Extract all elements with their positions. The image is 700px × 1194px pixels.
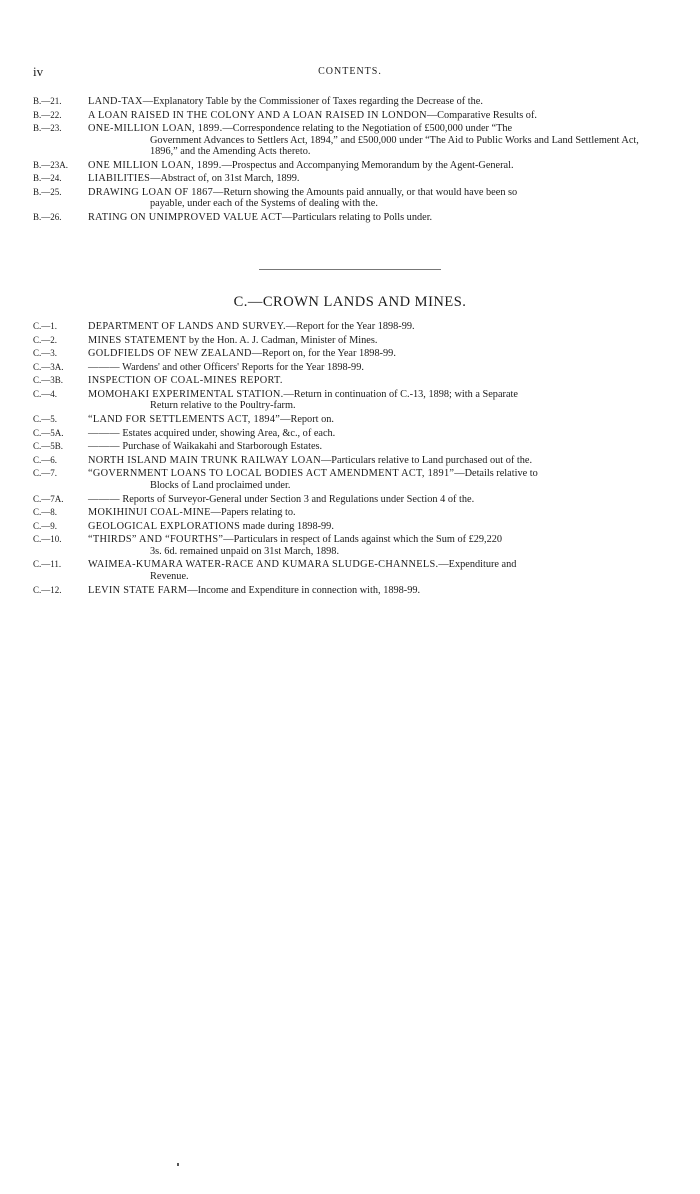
entry-description: —Report on.	[280, 414, 334, 426]
entry-description: —Particulars relating to Polls under.	[281, 212, 433, 224]
paper-code: C.—10.	[33, 534, 62, 545]
entry-title: ONE-MILLION LOAN, 1899.	[88, 123, 223, 135]
paper-code: C.—3.	[33, 348, 58, 359]
entry-description: —Expenditure and	[438, 559, 517, 571]
entry-description: Purchase of Waikakahi and Starborough Estates.	[119, 441, 323, 453]
paper-code: C.—1.	[33, 321, 58, 331]
contents-entry	[33, 160, 665, 172]
entry-description: —Correspondence relating to the Negotiation of £500,000 under “The	[222, 123, 513, 135]
entry-body	[88, 441, 665, 453]
paper-code: B.—21.	[33, 96, 62, 106]
paper-code: B.—23A.	[33, 159, 69, 170]
entry-description: —Report on, for the Year 1898-99.	[251, 348, 396, 360]
section-b-list	[33, 96, 665, 226]
contents-entry	[33, 362, 665, 374]
entry-body	[88, 173, 665, 185]
entry-body	[88, 389, 665, 412]
entry-body	[88, 123, 665, 158]
paper-code: B.—26.	[33, 212, 62, 223]
paper-code: C.—2.	[33, 334, 58, 345]
entry-continuation: payable, under each of the Systems of dealing with the.	[150, 198, 378, 210]
contents-entry	[33, 468, 665, 491]
contents-entry	[33, 173, 665, 185]
entry-title: ONE MILLION LOAN, 1899.	[88, 159, 222, 171]
entry-continuation: Revenue.	[150, 570, 189, 582]
entry-title: “GOVERNMENT LOANS TO LOCAL BODIES ACT AMENDMENT ACT, 1891”	[88, 468, 455, 480]
entry-title: GOLDFIELDS OF NEW ZEALAND	[88, 348, 252, 360]
entry-body	[88, 507, 665, 519]
entry-body	[88, 321, 665, 333]
paper-code: C.—5.	[33, 414, 58, 425]
entry-description: —Comparative Results of.	[426, 109, 537, 121]
entry-body	[88, 375, 665, 387]
entry-description: —Particulars in respect of Lands against which the Sum of £29,220	[223, 534, 503, 546]
entry-title: WAIMEA-KUMARA WATER-RACE AND KUMARA SLUDGE-CHANNELS.	[88, 559, 439, 571]
paper-code: C.—3A.	[33, 361, 64, 372]
contents-entry	[33, 585, 665, 597]
entry-title: MOMOHAKI EXPERIMENTAL STATION.	[88, 388, 284, 400]
contents-entry	[33, 187, 665, 210]
entry-body	[88, 455, 665, 467]
page-title: CONTENTS.	[318, 66, 382, 77]
entry-body	[88, 521, 665, 533]
entry-body	[88, 468, 665, 491]
contents-entry	[33, 96, 665, 108]
section-divider	[259, 269, 441, 270]
entry-title: LEVIN STATE FARM	[88, 584, 188, 596]
contents-entry	[33, 534, 665, 557]
paper-code: B.—25.	[33, 186, 62, 197]
paper-code: C.—5B.	[33, 441, 64, 452]
contents-entry	[33, 348, 665, 360]
entry-body	[88, 335, 665, 347]
page-number: iv	[33, 64, 44, 79]
entry-body	[88, 428, 665, 440]
entry-description: Estates acquired under, showing Area, &c., of each.	[119, 427, 336, 439]
paper-code: C.—11.	[33, 559, 62, 570]
entry-title: ———	[88, 493, 120, 505]
entry-description: —Return showing the Amounts paid annually, or that would have been so	[213, 186, 518, 198]
entry-title: LAND-TAX	[88, 96, 143, 107]
paper-code: C.—7A.	[33, 493, 64, 504]
entry-title: DRAWING LOAN OF 1867	[88, 186, 214, 198]
contents-entry	[33, 389, 665, 412]
entry-description: Wardens' and other Officers' Reports for the Year 1898-99.	[119, 361, 364, 373]
entry-body	[88, 212, 665, 224]
entry-description: —Explanatory Table by the Commissioner of Taxes regarding the Decrease of the.	[142, 96, 483, 107]
paper-code: C.—12.	[33, 584, 62, 595]
entry-description: —Details relative to	[454, 468, 538, 480]
contents-entry	[33, 428, 665, 440]
entry-description: made during 1898-99.	[240, 520, 334, 532]
entry-description: —Papers relating to.	[210, 507, 296, 519]
entry-description: by the Hon. A. J. Cadman, Minister of Mines.	[186, 334, 378, 346]
entry-continuation: 3s. 6d. remained unpaid on 31st March, 1898.	[150, 545, 340, 557]
entry-continuation: Government Advances to Settlers Act, 1894,” and £500,000 under “The Aid to Public Works and Land Settlement Act, 1896,” and the Amending Acts thereto.	[150, 134, 639, 158]
entry-title: MINES STATEMENT	[88, 334, 187, 346]
entry-description: —Prospectus and Accompanying Memorandum by the Agent-General.	[221, 159, 514, 171]
entry-title: “LAND FOR SETTLEMENTS ACT, 1894”	[88, 414, 281, 426]
entry-body	[88, 559, 665, 582]
entry-body	[88, 585, 665, 597]
contents-entry	[33, 110, 665, 122]
entry-title: ———	[88, 427, 120, 439]
contents-entry	[33, 559, 665, 582]
entry-description: —Abstract of, on 31st March, 1899.	[150, 173, 300, 185]
paper-code: C.—8.	[33, 507, 58, 518]
entry-continuation: Blocks of Land proclaimed under.	[150, 479, 291, 491]
entry-title: DEPARTMENT OF LANDS AND SURVEY.	[88, 321, 286, 332]
contents-entry	[33, 123, 665, 158]
contents-entry	[33, 441, 665, 453]
paper-code: C.—6.	[33, 454, 58, 465]
entry-body	[88, 494, 665, 506]
contents-entry	[33, 521, 665, 533]
entry-title: A LOAN RAISED IN THE COLONY AND A LOAN RAISED IN LONDON	[88, 109, 427, 121]
entry-body	[88, 160, 665, 172]
section-c-list	[33, 321, 665, 598]
entry-title: LIABILITIES	[88, 173, 151, 185]
contents-entry	[33, 494, 665, 506]
contents-entry	[33, 507, 665, 519]
entry-title: RATING ON UNIMPROVED VALUE ACT	[88, 212, 282, 224]
entry-description: —Return in continuation of C.-13, 1898; with a Separate	[283, 388, 518, 400]
paper-code: C.—7.	[33, 468, 58, 479]
paper-code: B.—22.	[33, 109, 62, 120]
entry-description: Reports of Surveyor-General under Section 3 and Regulations under Section 4 of the.	[119, 493, 475, 505]
contents-entry	[33, 375, 665, 387]
entry-title: NORTH ISLAND MAIN TRUNK RAILWAY LOAN	[88, 454, 321, 466]
entry-description: —Particulars relative to Land purchased out of the.	[321, 454, 533, 466]
paper-code: C.—9.	[33, 520, 58, 531]
entry-body	[88, 187, 665, 210]
contents-entry	[33, 455, 665, 467]
entry-title: GEOLOGICAL EXPLORATIONS	[88, 520, 241, 532]
paper-code: B.—24.	[33, 173, 62, 184]
contents-entry	[33, 335, 665, 347]
paper-code: C.—3B.	[33, 375, 64, 386]
entry-description: —Income and Expenditure in connection with, 1898-99.	[187, 584, 421, 596]
entry-title: INSPECTION OF COAL-MINES REPORT.	[88, 375, 283, 387]
paper-code: C.—4.	[33, 388, 58, 399]
entry-title: ———	[88, 441, 120, 453]
entry-body	[88, 348, 665, 360]
entry-title: MOKIHINUI COAL-MINE	[88, 507, 211, 519]
entry-body	[88, 414, 665, 426]
paper-code: C.—5A.	[33, 427, 64, 438]
entry-body	[88, 96, 665, 108]
section-c-title: C.—CROWN LANDS AND MINES.	[233, 294, 467, 310]
entry-body	[88, 534, 665, 557]
stray-mark	[177, 1163, 179, 1166]
contents-entry	[33, 414, 665, 426]
entry-continuation: Return relative to the Poultry-farm.	[150, 400, 296, 412]
entry-description: —Report for the Year 1898-99.	[285, 321, 415, 332]
entry-title: “THIRDS” AND “FOURTHS”	[88, 534, 224, 546]
contents-entry	[33, 212, 665, 224]
entry-body	[88, 110, 665, 122]
contents-entry	[33, 321, 665, 333]
entry-body	[88, 362, 665, 374]
paper-code: B.—23.	[33, 123, 62, 134]
entry-title: ———	[88, 361, 120, 373]
